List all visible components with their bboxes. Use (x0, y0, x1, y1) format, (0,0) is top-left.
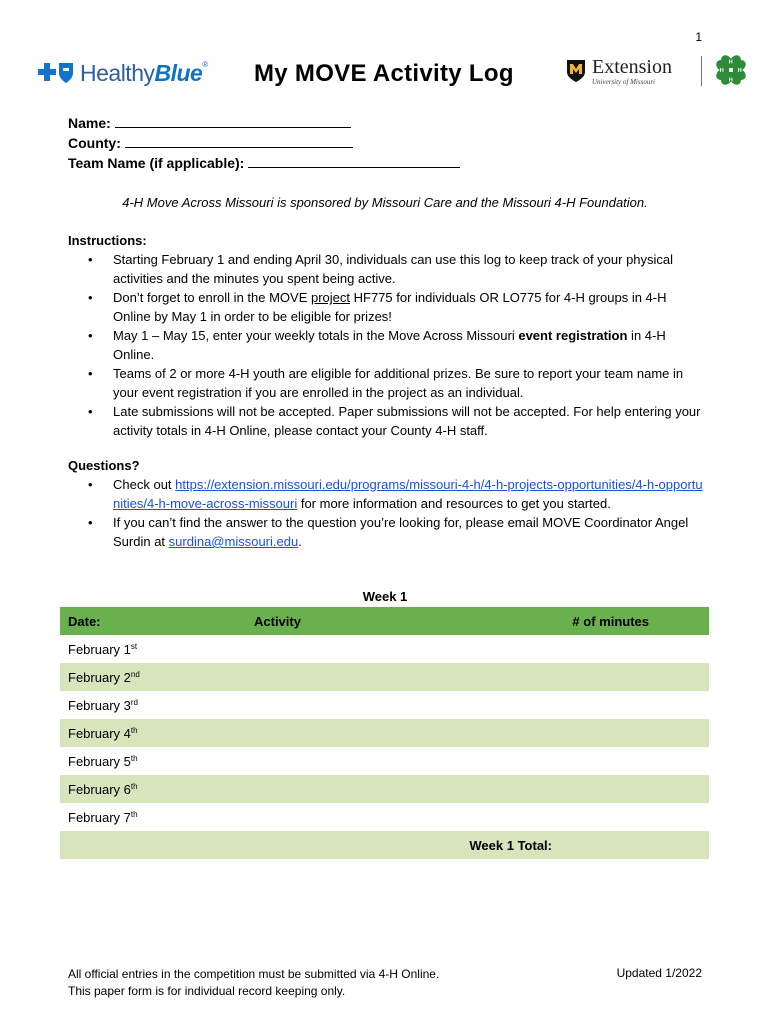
activity-cell[interactable] (246, 663, 552, 691)
activity-cell[interactable] (246, 719, 552, 747)
table-row (60, 803, 709, 831)
team-name-label: Team Name (if applicable): (68, 155, 245, 171)
page-title: My MOVE Activity Log (254, 60, 514, 87)
trademark-mark: ® (202, 59, 208, 69)
table-row (60, 747, 709, 775)
logo-word-blue: Blue (154, 59, 203, 86)
table-row (60, 635, 709, 663)
table-row (60, 775, 709, 803)
form-fields (68, 113, 460, 173)
coordinator-email-link[interactable]: surdina@missouri.edu (168, 534, 299, 549)
list-item: • Starting February 1 and ending April 30, individuals can use this log to keep track of your physical activities and the minutes you spent being active. (88, 252, 674, 286)
updated-date: Updated 1/2022 (616, 966, 702, 980)
healthy-blue-logo (36, 60, 208, 86)
extension-word: Extension (592, 55, 672, 78)
county-label: County: (68, 135, 121, 151)
event-registration-term: event registration (518, 328, 628, 343)
minutes-cell[interactable] (552, 663, 709, 691)
project-term: project (310, 290, 351, 305)
team-name-field[interactable] (248, 153, 460, 168)
date-cell: February 4th (60, 719, 246, 747)
questions-label: Questions? (68, 458, 140, 473)
minutes-cell[interactable] (552, 803, 709, 831)
date-cell: February 1st (68, 641, 138, 657)
mizzou-shield-icon (566, 59, 586, 83)
activity-cell[interactable] (246, 803, 552, 831)
4h-clover-icon (712, 51, 750, 89)
list-item: • Late submissions will not be accepted. Paper submissions will not be accepted. For help entering your activity totals in 4-H Online, please contact your County 4-H staff. (88, 404, 701, 438)
list-item: • If you can’t find the answer to the question you’re looking for, please email MOVE Coordinator Angel Surdin at surdina@missouri.edu. (88, 515, 689, 549)
week-total-cell[interactable] (552, 831, 709, 859)
questions-list (68, 475, 704, 551)
instructions-list (68, 250, 704, 440)
list-item: • Don’t forget to enroll in the MOVE project HF775 for individuals OR LO775 for 4-H groups in 4-H Online by May 1 in order to be eligible for prizes! (88, 290, 667, 324)
instructions-label: Instructions: (68, 233, 147, 248)
minutes-cell[interactable] (552, 635, 709, 663)
footer-line-2: This paper form is for individual record keeping only. (68, 984, 346, 998)
table-header-row (60, 607, 709, 635)
date-cell: February 5th (68, 753, 138, 769)
activity-cell[interactable] (246, 775, 552, 803)
svg-text:H: H (719, 67, 724, 74)
week-total-label: Week 1 Total: (246, 831, 552, 859)
week-total-row (60, 831, 709, 859)
logo-divider (701, 56, 702, 86)
footer-note (68, 966, 439, 1000)
list-item: • May 1 – May 15, enter your weekly totals in the Move Across Missouri event registration in 4-H Online. (88, 328, 666, 362)
week-title: Week 1 (362, 589, 408, 604)
sponsor-text: 4-H Move Across Missouri is sponsored by Missouri Care and the Missouri 4-H Foundation. (122, 195, 648, 210)
date-cell: February 3rd (68, 697, 139, 713)
activity-cell[interactable] (246, 747, 552, 775)
table-row (60, 663, 709, 691)
name-field[interactable] (115, 113, 351, 128)
county-field[interactable] (125, 133, 353, 148)
activity-cell[interactable] (246, 691, 552, 719)
date-cell: February 7th (68, 809, 138, 825)
date-cell: February 2nd (60, 663, 246, 691)
extension-logo (566, 54, 672, 88)
name-label: Name: (68, 115, 111, 131)
list-item: • Teams of 2 or more 4-H youth are eligible for additional prizes. Be sure to report your team name in your event registration if you are enrolled in the project as an individual. (88, 366, 684, 400)
svg-text:H: H (737, 67, 742, 74)
header-activity: Activity (246, 607, 552, 635)
blue-cross-blue-shield-icon (36, 61, 76, 85)
minutes-cell[interactable] (552, 775, 709, 803)
minutes-cell[interactable] (552, 719, 709, 747)
extension-subtitle: University of Missouri (592, 77, 655, 86)
move-program-link[interactable]: https://extension.missouri.edu/programs/missouri-4-h/4-h-projects-opportunities/4-h-opportunities/4-h-move-across-missouri (113, 477, 703, 511)
svg-text:H: H (728, 77, 733, 84)
table-row (60, 691, 709, 719)
logo-word-healthy: Healthy (80, 59, 155, 86)
footer-line-1: All official entries in the competition must be submitted via 4-H Online. (68, 967, 440, 981)
activity-log-table (60, 607, 709, 859)
date-cell: February 6th (60, 775, 246, 803)
table-row (60, 719, 709, 747)
svg-text:H: H (728, 59, 733, 66)
minutes-cell[interactable] (552, 691, 709, 719)
activity-cell[interactable] (246, 635, 552, 663)
header-date: Date: (60, 607, 246, 635)
page-number: 1 (695, 30, 702, 44)
header-minutes: # of minutes (552, 607, 709, 635)
minutes-cell[interactable] (552, 747, 709, 775)
list-item: • Check out https://extension.missouri.edu/programs/missouri-4-h/4-h-projects-opportunities/4-h-opportunities/4-h-move-across-missouri for more information and resources to get you started. (88, 477, 703, 511)
